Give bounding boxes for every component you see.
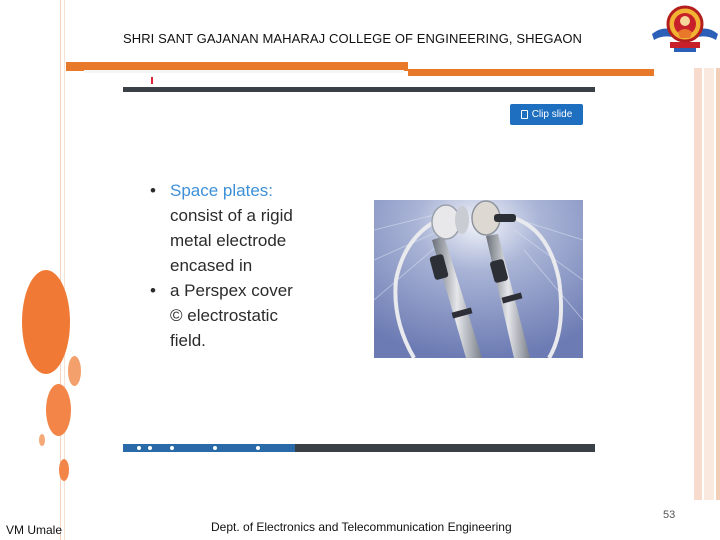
department-name: Dept. of Electronics and Telecommunication Engineering	[211, 520, 512, 534]
bullet-line: metal electrode	[170, 231, 287, 250]
decor-circle	[68, 356, 81, 386]
header-accent-highlight	[84, 70, 404, 73]
slide-nav-dot[interactable]	[148, 446, 152, 450]
left-decor-line	[60, 0, 61, 540]
right-decor-stripe	[704, 68, 714, 500]
college-title: SHRI SANT GAJANAN MAHARAJ COLLEGE OF ENGINEERING, SHEGAON	[122, 31, 583, 46]
bullet-line: • Space plates:	[170, 181, 274, 200]
author-name: VM Umale	[6, 523, 63, 537]
red-marker	[151, 77, 153, 84]
slide-nav-dot[interactable]	[170, 446, 174, 450]
electrode-photo	[374, 200, 583, 358]
slide-top-border	[123, 87, 595, 92]
page-number: 53	[663, 509, 676, 521]
clip-slide-button[interactable]	[510, 104, 583, 125]
header-accent-bar	[408, 69, 654, 76]
bullet-line: consist of a rigid	[170, 206, 293, 225]
clip-icon	[521, 110, 528, 119]
bullet-line: • a Perspex cover	[170, 281, 293, 300]
bullet-item	[150, 178, 355, 278]
bullet-item	[150, 278, 355, 353]
clip-slide-label: Clip slide	[531, 109, 573, 120]
bullet-line: © electrostatic	[170, 306, 278, 325]
decor-circle-large	[22, 270, 70, 374]
bullet-line: encased in	[170, 256, 253, 275]
slide-bullet-list	[150, 178, 355, 353]
decor-circle	[46, 384, 71, 436]
college-logo	[650, 2, 720, 56]
slide-nav-dot[interactable]	[137, 446, 141, 450]
decor-circle	[59, 459, 69, 481]
decor-circle	[39, 434, 45, 446]
slide-nav-dot[interactable]	[213, 446, 217, 450]
right-decor-stripe	[694, 68, 702, 500]
right-decor-stripe	[716, 68, 720, 500]
bullet-line: field.	[170, 331, 206, 350]
slide-nav-dot[interactable]	[256, 446, 260, 450]
